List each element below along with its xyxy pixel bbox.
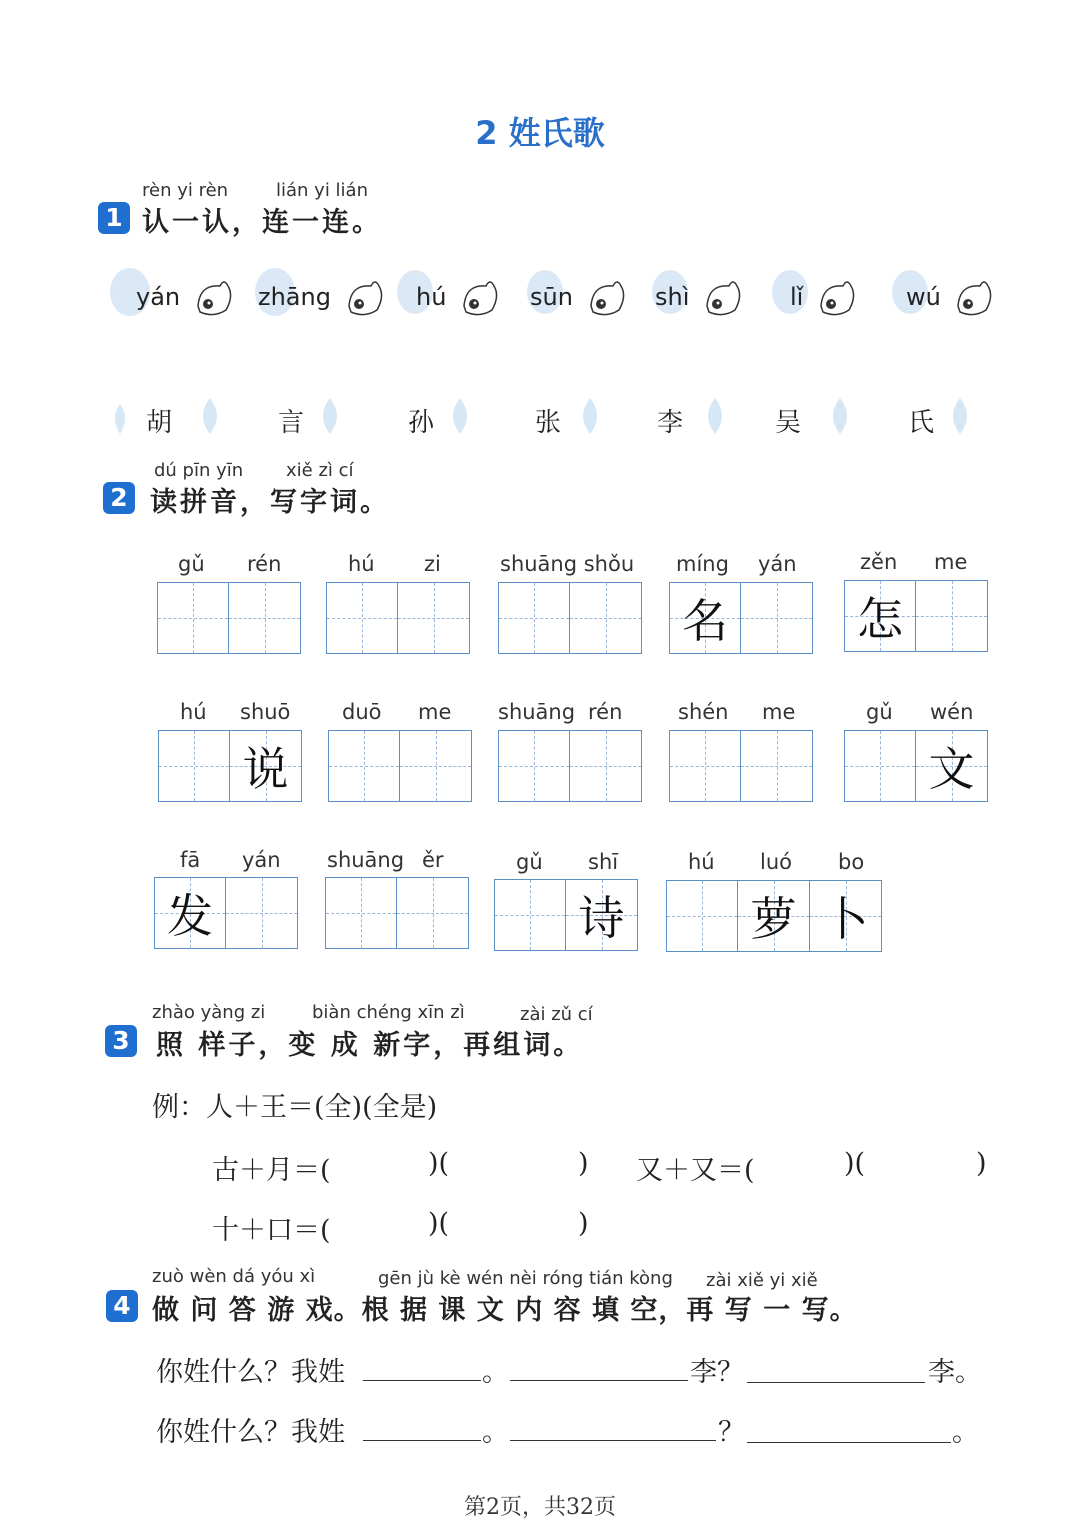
syllable-item[interactable] bbox=[136, 276, 236, 320]
q3-eq1-left: 古＋月＝( bbox=[212, 1155, 331, 1186]
q3-instruction: 照 样子，变 成 新字，再组词。 bbox=[156, 1030, 584, 1061]
grid-char bbox=[398, 583, 469, 653]
group-pinyin: hú bbox=[688, 850, 715, 874]
grid-char bbox=[499, 731, 569, 801]
q4-line1-answer: 李。 bbox=[928, 1357, 982, 1388]
writing-grid[interactable] bbox=[666, 880, 882, 952]
grid-char bbox=[329, 731, 399, 801]
grid-char: 怎 bbox=[857, 592, 903, 646]
group-pinyin: luó bbox=[760, 850, 792, 874]
q2-number-badge: 2 bbox=[103, 482, 135, 514]
syllable-text: wú bbox=[906, 283, 941, 311]
writing-grid[interactable] bbox=[326, 582, 470, 654]
group-pinyin: gǔ bbox=[516, 850, 543, 874]
q1-number-badge: 1 bbox=[98, 202, 130, 234]
char-item[interactable]: 氏 bbox=[908, 408, 935, 438]
group-pinyin: shuāng bbox=[498, 700, 576, 724]
grid-char bbox=[667, 881, 737, 951]
writing-grid[interactable] bbox=[158, 730, 302, 802]
group-pinyin: wén bbox=[930, 700, 974, 724]
grid-char bbox=[327, 583, 397, 653]
grid-char bbox=[741, 583, 812, 653]
q4-instruction: 做 问 答 游 戏。根 据 课 文 内 容 填 空，再 写 一 写。 bbox=[152, 1295, 858, 1326]
q4-pinyin-2: gēn jù kè wén nèi róng tián kòng bbox=[378, 1268, 673, 1289]
q4-line1-question: 李？ bbox=[690, 1357, 744, 1388]
group-pinyin: ěr bbox=[422, 848, 444, 872]
syllable-text: yán bbox=[136, 283, 181, 311]
group-pinyin: míng bbox=[676, 552, 729, 576]
group-pinyin: shī bbox=[588, 850, 619, 874]
syllable-text: zhāng bbox=[258, 283, 331, 311]
fish-icon bbox=[813, 276, 859, 320]
q4-number-badge: 4 bbox=[106, 1290, 138, 1322]
group-pinyin: rén bbox=[588, 700, 623, 724]
syllable-item[interactable] bbox=[416, 276, 502, 320]
grid-char bbox=[229, 583, 300, 653]
q2-pinyin-2: xiě zì cí bbox=[286, 460, 354, 481]
group-pinyin: yán bbox=[758, 552, 797, 576]
q4-pinyin-1: zuò wèn dá yóu xì bbox=[152, 1266, 316, 1287]
grid-char: 诗 bbox=[578, 891, 625, 945]
q3-number-badge: 3 bbox=[105, 1025, 137, 1057]
char-item[interactable]: 张 bbox=[535, 408, 562, 438]
q1-pinyin-1: rèn yi rèn bbox=[142, 180, 229, 201]
answer-blank[interactable] bbox=[747, 1412, 951, 1443]
group-pinyin: shén bbox=[678, 700, 729, 724]
writing-grid[interactable] bbox=[844, 730, 988, 802]
syllable-item[interactable] bbox=[258, 276, 387, 320]
group-pinyin: zi bbox=[424, 552, 441, 576]
grid-char bbox=[226, 878, 297, 948]
grid-char bbox=[495, 880, 565, 950]
q4-pinyin-3: zài xiě yi xiě bbox=[706, 1270, 818, 1291]
group-pinyin: gǔ bbox=[866, 700, 893, 724]
writing-grid[interactable] bbox=[325, 877, 469, 949]
group-pinyin: duō bbox=[342, 700, 382, 724]
grid-char: 卜 bbox=[822, 892, 869, 946]
q3-eq3-end: ) bbox=[578, 1208, 589, 1239]
q1-pinyin-2: lián yi lián bbox=[276, 180, 368, 201]
answer-blank[interactable] bbox=[363, 1350, 481, 1381]
grid-char bbox=[397, 878, 468, 948]
grid-char: 说 bbox=[242, 742, 289, 796]
syllable-text: hú bbox=[416, 283, 447, 311]
q3-eq3-mid: )( bbox=[428, 1208, 450, 1239]
writing-grid[interactable] bbox=[669, 730, 813, 802]
writing-grid[interactable] bbox=[157, 582, 301, 654]
q3-pinyin-2: biàn chéng xīn zì bbox=[312, 1002, 465, 1023]
group-pinyin: me bbox=[934, 550, 968, 574]
group-pinyin: me bbox=[418, 700, 452, 724]
grid-char bbox=[741, 731, 812, 801]
writing-grid[interactable] bbox=[669, 582, 813, 654]
grid-char: 萝 bbox=[750, 892, 797, 946]
writing-grid[interactable] bbox=[154, 877, 298, 949]
grid-char bbox=[845, 731, 915, 801]
q4-line2-question: ？ bbox=[718, 1417, 745, 1448]
char-item[interactable]: 胡 bbox=[146, 408, 173, 438]
answer-blank[interactable] bbox=[510, 1350, 688, 1381]
grid-char: 名 bbox=[682, 594, 728, 648]
page-number: 第2页，共32页 bbox=[464, 1495, 616, 1520]
q3-eq1-end: ) bbox=[578, 1148, 589, 1179]
grid-char bbox=[916, 581, 987, 651]
q3-pinyin-1: zhào yàng zi bbox=[152, 1002, 266, 1023]
char-item[interactable]: 言 bbox=[278, 408, 305, 438]
grid-char bbox=[158, 583, 228, 653]
group-pinyin: rén bbox=[247, 552, 282, 576]
group-pinyin: shuō bbox=[240, 700, 291, 724]
answer-blank[interactable] bbox=[363, 1410, 481, 1441]
syllable-item[interactable] bbox=[530, 276, 629, 320]
fish-icon bbox=[583, 276, 629, 320]
q1-instruction: 认一认，连一连。 bbox=[142, 207, 382, 238]
grid-char: 文 bbox=[928, 742, 975, 796]
grid-char bbox=[670, 731, 740, 801]
q3-eq3-left: 十＋口＝( bbox=[212, 1215, 331, 1246]
char-item[interactable]: 孙 bbox=[408, 408, 435, 438]
answer-blank[interactable] bbox=[747, 1352, 925, 1383]
grid-char bbox=[570, 731, 641, 801]
writing-grid[interactable] bbox=[494, 879, 638, 951]
fish-icon bbox=[456, 276, 502, 320]
fish-icon bbox=[341, 276, 387, 320]
group-pinyin: bo bbox=[838, 850, 865, 874]
q4-line2-prompt: 你姓什么？我姓 bbox=[156, 1417, 345, 1448]
group-pinyin: hú bbox=[180, 700, 207, 724]
q3-eq2-end: ) bbox=[976, 1148, 987, 1179]
group-pinyin: fā bbox=[180, 848, 201, 872]
page-title: 2 姓氏歌 bbox=[475, 114, 605, 152]
group-pinyin: gǔ bbox=[178, 552, 205, 576]
grid-char bbox=[400, 731, 471, 801]
grid-char: 发 bbox=[167, 889, 213, 943]
fish-icon bbox=[699, 276, 745, 320]
writing-grid[interactable] bbox=[498, 582, 642, 654]
q4-line2-period: 。 bbox=[482, 1417, 509, 1448]
q2-instruction: 读拼音，写字词。 bbox=[150, 487, 390, 518]
fish-icon bbox=[950, 276, 996, 320]
syllable-item[interactable] bbox=[906, 276, 996, 320]
char-item[interactable]: 李 bbox=[657, 408, 684, 438]
syllable-text: lǐ bbox=[790, 283, 804, 311]
q4-line2-period2: 。 bbox=[952, 1417, 979, 1448]
grid-char bbox=[499, 583, 569, 653]
group-pinyin: yán bbox=[242, 848, 281, 872]
answer-blank[interactable] bbox=[510, 1410, 716, 1441]
syllable-item[interactable] bbox=[790, 276, 859, 320]
q4-line1-prompt: 你姓什么？我姓 bbox=[156, 1357, 345, 1388]
q3-pinyin-3: zài zǔ cí bbox=[520, 1004, 593, 1025]
char-item[interactable]: 吴 bbox=[775, 408, 802, 438]
writing-grid[interactable] bbox=[844, 580, 988, 652]
syllable-text: shì bbox=[655, 283, 690, 311]
writing-grid[interactable] bbox=[498, 730, 642, 802]
group-pinyin: shuāng shǒu bbox=[500, 552, 635, 576]
group-pinyin: zěn bbox=[860, 550, 898, 574]
grid-char bbox=[159, 731, 229, 801]
grid-char bbox=[326, 878, 396, 948]
syllable-item[interactable] bbox=[655, 276, 745, 320]
syllable-text: sūn bbox=[530, 283, 573, 311]
group-pinyin: me bbox=[762, 700, 796, 724]
q3-eq1-mid: )( bbox=[428, 1148, 450, 1179]
writing-grid[interactable] bbox=[328, 730, 472, 802]
group-pinyin: hú bbox=[348, 552, 375, 576]
fish-icon bbox=[190, 276, 236, 320]
grid-char bbox=[570, 583, 641, 653]
q4-line1-period: 。 bbox=[482, 1357, 509, 1388]
group-pinyin: shuāng bbox=[327, 848, 405, 872]
q3-eq2-mid: )( bbox=[844, 1148, 866, 1179]
q2-pinyin-1: dú pīn yīn bbox=[154, 460, 244, 481]
q3-eq2-left: 又＋又＝( bbox=[636, 1155, 755, 1186]
q3-example: 例：人＋王＝(全)(全是) bbox=[152, 1092, 438, 1123]
